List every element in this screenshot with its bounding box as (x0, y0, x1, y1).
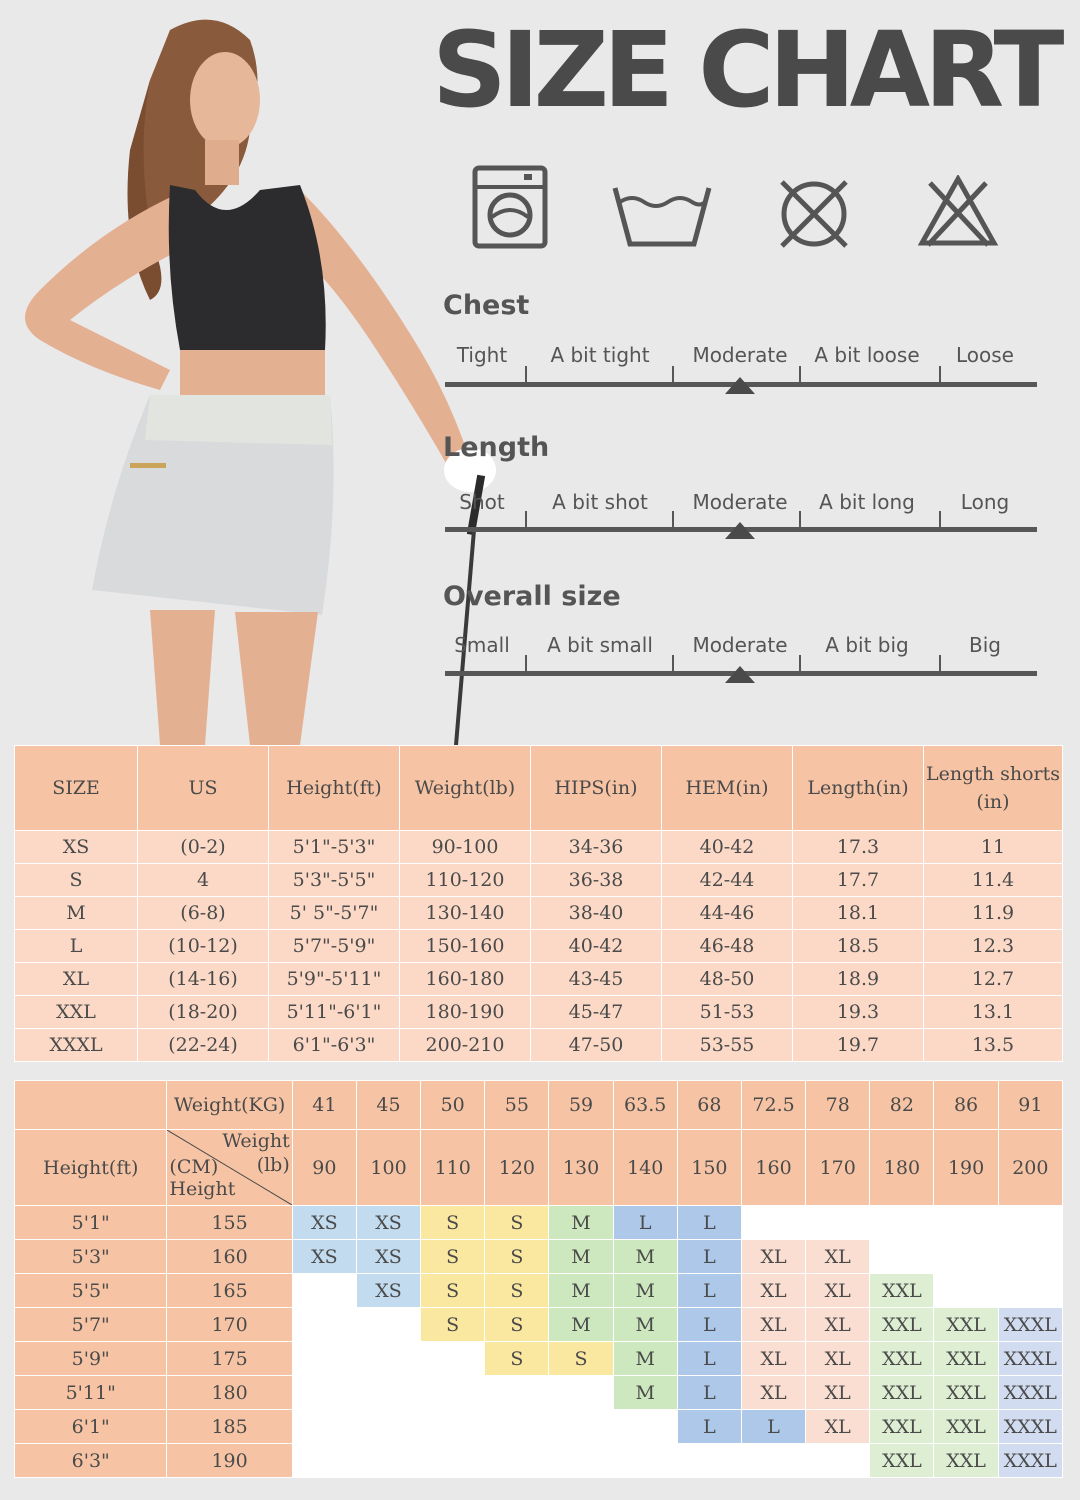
weight-lb-row (15, 1130, 1063, 1206)
table-cell: 11.4 (924, 864, 1063, 897)
size-cell: XXXL (998, 1410, 1062, 1444)
table-cell: 19.3 (793, 996, 924, 1029)
weight-kg-cell: 78 (806, 1081, 870, 1130)
scale-tick (525, 511, 527, 527)
size-cell (485, 1376, 549, 1410)
size-cell: XL (741, 1308, 805, 1342)
size-cell: L (677, 1206, 741, 1240)
size-cell: M (613, 1376, 677, 1410)
header-cell: HEM(in) (662, 746, 793, 831)
size-cell: XXL (934, 1308, 998, 1342)
weight-kg-cell: 50 (421, 1081, 485, 1130)
scale-label: A bit loose (814, 343, 920, 367)
size-cell (677, 1444, 741, 1478)
size-cell: XXL (870, 1308, 934, 1342)
table-cell: 12.7 (924, 963, 1063, 996)
size-cell: S (421, 1308, 485, 1342)
size-cell: XL (806, 1376, 870, 1410)
table-cell: (10-12) (138, 930, 269, 963)
size-cell (998, 1274, 1062, 1308)
machine-wash-icon (472, 165, 548, 249)
size-cell: L (677, 1274, 741, 1308)
scale-label: Moderate (692, 490, 788, 514)
size-cell: XXL (870, 1342, 934, 1376)
table-cell: 13.1 (924, 996, 1063, 1029)
overall-size-scale-heading: Overall size (443, 581, 621, 612)
height-cm-cell: 185 (167, 1410, 292, 1444)
grid-row (15, 1342, 1063, 1376)
size-cell: L (613, 1206, 677, 1240)
size-cell (806, 1444, 870, 1478)
table-cell: 38-40 (531, 897, 662, 930)
corner-cell (15, 1081, 167, 1130)
size-cell (741, 1206, 805, 1240)
size-cell: M (549, 1240, 613, 1274)
scale-tick (672, 655, 674, 671)
size-cell: XXXL (998, 1308, 1062, 1342)
table-cell: S (15, 864, 138, 897)
table-cell: 5' 5"-5'7" (269, 897, 400, 930)
header-cell: Weight(lb) (400, 746, 531, 831)
grid-row (15, 1444, 1063, 1478)
table-cell: 19.7 (793, 1029, 924, 1062)
corner-weight-label: Weight (222, 1130, 290, 1152)
size-cell: S (485, 1274, 549, 1308)
size-cell: XL (806, 1308, 870, 1342)
table-cell: 47-50 (531, 1029, 662, 1062)
table-cell: 40-42 (662, 831, 793, 864)
diagonal-header-cell (167, 1130, 292, 1206)
size-cell: L (677, 1410, 741, 1444)
grid-row (15, 1376, 1063, 1410)
table-cell: 11 (924, 831, 1063, 864)
size-cell (292, 1410, 356, 1444)
size-cell (870, 1240, 934, 1274)
scale-tick (939, 366, 941, 382)
size-recommendation-grid (14, 1080, 1063, 1478)
size-cell: S (485, 1206, 549, 1240)
table-cell: 51-53 (662, 996, 793, 1029)
height-ft-cell: 5'3" (15, 1240, 167, 1274)
scale-label: Loose (956, 343, 1014, 367)
size-cell: S (421, 1274, 485, 1308)
grid-row (15, 1206, 1063, 1240)
size-cell: XS (356, 1240, 420, 1274)
scale-label: A bit long (819, 490, 915, 514)
header-cell: Length shorts (in) (924, 746, 1063, 831)
weight-lb-cell: 100 (356, 1130, 420, 1206)
size-cell: XXL (870, 1410, 934, 1444)
do-not-tumble-dry-icon (778, 178, 850, 250)
table-cell: 12.3 (924, 930, 1063, 963)
size-cell (934, 1240, 998, 1274)
grid-row (15, 1240, 1063, 1274)
weight-kg-cell: 45 (356, 1081, 420, 1130)
scale-label: Shot (459, 490, 505, 514)
height-cm-cell: 165 (167, 1274, 292, 1308)
table-cell: M (15, 897, 138, 930)
corner-height-label: Height (169, 1178, 236, 1200)
size-cell (870, 1206, 934, 1240)
table-cell: 46-48 (662, 930, 793, 963)
table-cell: 5'1"-5'3" (269, 831, 400, 864)
size-cell: S (485, 1342, 549, 1376)
size-cell (741, 1444, 805, 1478)
weight-lb-cell: 130 (549, 1130, 613, 1206)
size-cell: L (741, 1410, 805, 1444)
size-cell: XS (356, 1206, 420, 1240)
weight-kg-cell: 63.5 (613, 1081, 677, 1130)
corner-cm-label: (CM) (169, 1156, 219, 1178)
table-cell: 5'7"-5'9" (269, 930, 400, 963)
table-cell: 180-190 (400, 996, 531, 1029)
scale-tick (525, 366, 527, 382)
scale-label: Long (960, 490, 1010, 514)
size-cell (934, 1206, 998, 1240)
table-cell: 160-180 (400, 963, 531, 996)
table-cell: 42-44 (662, 864, 793, 897)
table-cell: 11.9 (924, 897, 1063, 930)
size-cell: XL (741, 1240, 805, 1274)
size-cell (806, 1206, 870, 1240)
size-cell (292, 1444, 356, 1478)
do-not-bleach-icon (918, 175, 998, 247)
size-cell: XL (806, 1240, 870, 1274)
size-cell: XL (741, 1274, 805, 1308)
weight-kg-cell: 82 (870, 1081, 934, 1130)
length-scale-heading: Length (443, 432, 550, 463)
height-ft-cell: 5'1" (15, 1206, 167, 1240)
size-cell: S (421, 1206, 485, 1240)
weight-kg-cell: 55 (485, 1081, 549, 1130)
scale-label: A bit shot (552, 490, 648, 514)
grid-row (15, 1308, 1063, 1342)
size-cell (292, 1376, 356, 1410)
size-cell: XXL (870, 1274, 934, 1308)
size-cell (421, 1376, 485, 1410)
size-cell (613, 1444, 677, 1478)
table-cell: 18.9 (793, 963, 924, 996)
size-cell (998, 1240, 1062, 1274)
weight-kg-label: Weight(KG) (167, 1081, 292, 1130)
scale-tick (799, 366, 801, 382)
size-cell (549, 1376, 613, 1410)
height-ft-cell: 5'7" (15, 1308, 167, 1342)
height-cm-cell: 180 (167, 1376, 292, 1410)
size-cell (485, 1444, 549, 1478)
scale-label: A bit big (825, 633, 909, 657)
scale-label: Big (969, 633, 1001, 657)
size-cell (421, 1342, 485, 1376)
size-cell: XS (292, 1206, 356, 1240)
weight-kg-cell: 91 (998, 1081, 1062, 1130)
size-cell (998, 1206, 1062, 1240)
header-cell: Height(ft) (269, 746, 400, 831)
size-cell (613, 1410, 677, 1444)
table-row (15, 831, 1063, 864)
height-ft-cell: 5'9" (15, 1342, 167, 1376)
weight-lb-cell: 110 (421, 1130, 485, 1206)
table-cell: 5'11"-6'1" (269, 996, 400, 1029)
overall-size-selected-marker (725, 666, 755, 683)
weight-lb-cell: 150 (677, 1130, 741, 1206)
scale-tick (672, 511, 674, 527)
scale-tick (799, 511, 801, 527)
height-cm-cell: 170 (167, 1308, 292, 1342)
header-cell: Length(in) (793, 746, 924, 831)
size-cell (356, 1308, 420, 1342)
table-cell: 18.5 (793, 930, 924, 963)
weight-lb-cell: 190 (934, 1130, 998, 1206)
table-row (15, 930, 1063, 963)
scale-label: A bit small (547, 633, 653, 657)
size-cell: XXL (934, 1444, 998, 1478)
table-cell: 5'9"-5'11" (269, 963, 400, 996)
table-cell: 200-210 (400, 1029, 531, 1062)
weight-kg-cell: 68 (677, 1081, 741, 1130)
size-cell: XXL (934, 1376, 998, 1410)
size-cell (356, 1444, 420, 1478)
size-cell: L (677, 1308, 741, 1342)
size-cell (549, 1444, 613, 1478)
scale-label: Moderate (692, 343, 788, 367)
chest-scale-heading: Chest (443, 290, 530, 321)
hand-wash-icon (612, 180, 712, 250)
length-selected-marker (725, 522, 755, 539)
size-cell: XL (741, 1342, 805, 1376)
table-cell: 5'3"-5'5" (269, 864, 400, 897)
scale-label: Tight (456, 343, 508, 367)
table-cell: 44-46 (662, 897, 793, 930)
table-cell: 53-55 (662, 1029, 793, 1062)
size-cell: XS (292, 1240, 356, 1274)
table-cell: 110-120 (400, 864, 531, 897)
size-cell (356, 1376, 420, 1410)
size-cell: M (549, 1206, 613, 1240)
weight-lb-cell: 120 (485, 1130, 549, 1206)
weight-kg-cell: 72.5 (741, 1081, 805, 1130)
table-row (15, 996, 1063, 1029)
header-cell: SIZE (15, 746, 138, 831)
table-header-row (15, 746, 1063, 831)
table-cell: 48-50 (662, 963, 793, 996)
size-cell: XXL (870, 1444, 934, 1478)
table-cell: (18-20) (138, 996, 269, 1029)
size-measurement-table (14, 745, 1063, 1062)
size-cell: XXXL (998, 1444, 1062, 1478)
scale-tick (939, 655, 941, 671)
height-cm-cell: 155 (167, 1206, 292, 1240)
corner-lb-label: (lb) (256, 1154, 290, 1176)
table-cell: 17.3 (793, 831, 924, 864)
header-cell: US (138, 746, 269, 831)
height-ft-cell: 5'11" (15, 1376, 167, 1410)
table-row (15, 1029, 1063, 1062)
size-cell: XL (806, 1274, 870, 1308)
table-row (15, 864, 1063, 897)
size-cell: XXXL (998, 1376, 1062, 1410)
size-cell: M (549, 1274, 613, 1308)
table-cell: 17.7 (793, 864, 924, 897)
table-cell: 4 (138, 864, 269, 897)
size-cell: M (613, 1342, 677, 1376)
height-cm-cell: 175 (167, 1342, 292, 1376)
scale-tick (939, 511, 941, 527)
table-cell: 45-47 (531, 996, 662, 1029)
size-cell: L (677, 1376, 741, 1410)
table-cell: 150-160 (400, 930, 531, 963)
page-title: SIZE CHART (432, 9, 1059, 131)
size-cell: S (485, 1240, 549, 1274)
weight-lb-cell: 180 (870, 1130, 934, 1206)
size-cell: S (485, 1308, 549, 1342)
table-cell: (0-2) (138, 831, 269, 864)
table-row (15, 963, 1063, 996)
table-cell: XXXL (15, 1029, 138, 1062)
grid-row (15, 1274, 1063, 1308)
height-ft-cell: 6'3" (15, 1444, 167, 1478)
table-cell: 130-140 (400, 897, 531, 930)
size-cell (292, 1308, 356, 1342)
table-cell: L (15, 930, 138, 963)
size-cell: M (613, 1240, 677, 1274)
table-cell: 40-42 (531, 930, 662, 963)
size-cell: S (421, 1240, 485, 1274)
weight-lb-cell: 140 (613, 1130, 677, 1206)
height-cm-cell: 160 (167, 1240, 292, 1274)
chest-selected-marker (725, 377, 755, 394)
table-cell: XXL (15, 996, 138, 1029)
table-cell: XL (15, 963, 138, 996)
scale-label: Small (454, 633, 510, 657)
size-cell: L (677, 1342, 741, 1376)
size-cell: XXL (870, 1376, 934, 1410)
size-cell: XXL (934, 1410, 998, 1444)
table-cell: 36-38 (531, 864, 662, 897)
size-cell (421, 1444, 485, 1478)
size-cell (549, 1410, 613, 1444)
size-cell: L (677, 1240, 741, 1274)
size-cell (356, 1410, 420, 1444)
scale-tick (672, 366, 674, 382)
size-cell (421, 1410, 485, 1444)
table-cell: 6'1"-6'3" (269, 1029, 400, 1062)
table-cell: 13.5 (924, 1029, 1063, 1062)
height-ft-label: Height(ft) (15, 1130, 167, 1206)
table-cell: (22-24) (138, 1029, 269, 1062)
table-cell: 90-100 (400, 831, 531, 864)
size-cell (934, 1274, 998, 1308)
size-cell: M (613, 1308, 677, 1342)
table-cell: 18.1 (793, 897, 924, 930)
weight-lb-cell: 200 (998, 1130, 1062, 1206)
height-ft-cell: 6'1" (15, 1410, 167, 1444)
table-row (15, 897, 1063, 930)
table-cell: 43-45 (531, 963, 662, 996)
size-cell (292, 1274, 356, 1308)
weight-lb-cell: 160 (741, 1130, 805, 1206)
weight-lb-cell: 90 (292, 1130, 356, 1206)
table-cell: 34-36 (531, 831, 662, 864)
table-cell: (6-8) (138, 897, 269, 930)
size-cell: XXL (934, 1342, 998, 1376)
height-ft-cell: 5'5" (15, 1274, 167, 1308)
size-cell: M (549, 1308, 613, 1342)
table-cell: XS (15, 831, 138, 864)
scale-tick (799, 655, 801, 671)
scale-label: A bit tight (550, 343, 650, 367)
weight-kg-row (15, 1081, 1063, 1130)
size-cell (356, 1342, 420, 1376)
weight-kg-cell: 86 (934, 1081, 998, 1130)
size-cell: XL (806, 1410, 870, 1444)
size-cell: XL (741, 1376, 805, 1410)
size-cell: XXXL (998, 1342, 1062, 1376)
header-cell: HIPS(in) (531, 746, 662, 831)
scale-tick (525, 655, 527, 671)
height-cm-cell: 190 (167, 1444, 292, 1478)
size-cell: S (549, 1342, 613, 1376)
size-cell (485, 1410, 549, 1444)
weight-kg-cell: 41 (292, 1081, 356, 1130)
grid-row (15, 1410, 1063, 1444)
scale-label: Moderate (692, 633, 788, 657)
size-cell: M (613, 1274, 677, 1308)
weight-kg-cell: 59 (549, 1081, 613, 1130)
size-cell (292, 1342, 356, 1376)
table-cell: (14-16) (138, 963, 269, 996)
size-cell: XL (806, 1342, 870, 1376)
weight-lb-cell: 170 (806, 1130, 870, 1206)
size-cell: XS (356, 1274, 420, 1308)
